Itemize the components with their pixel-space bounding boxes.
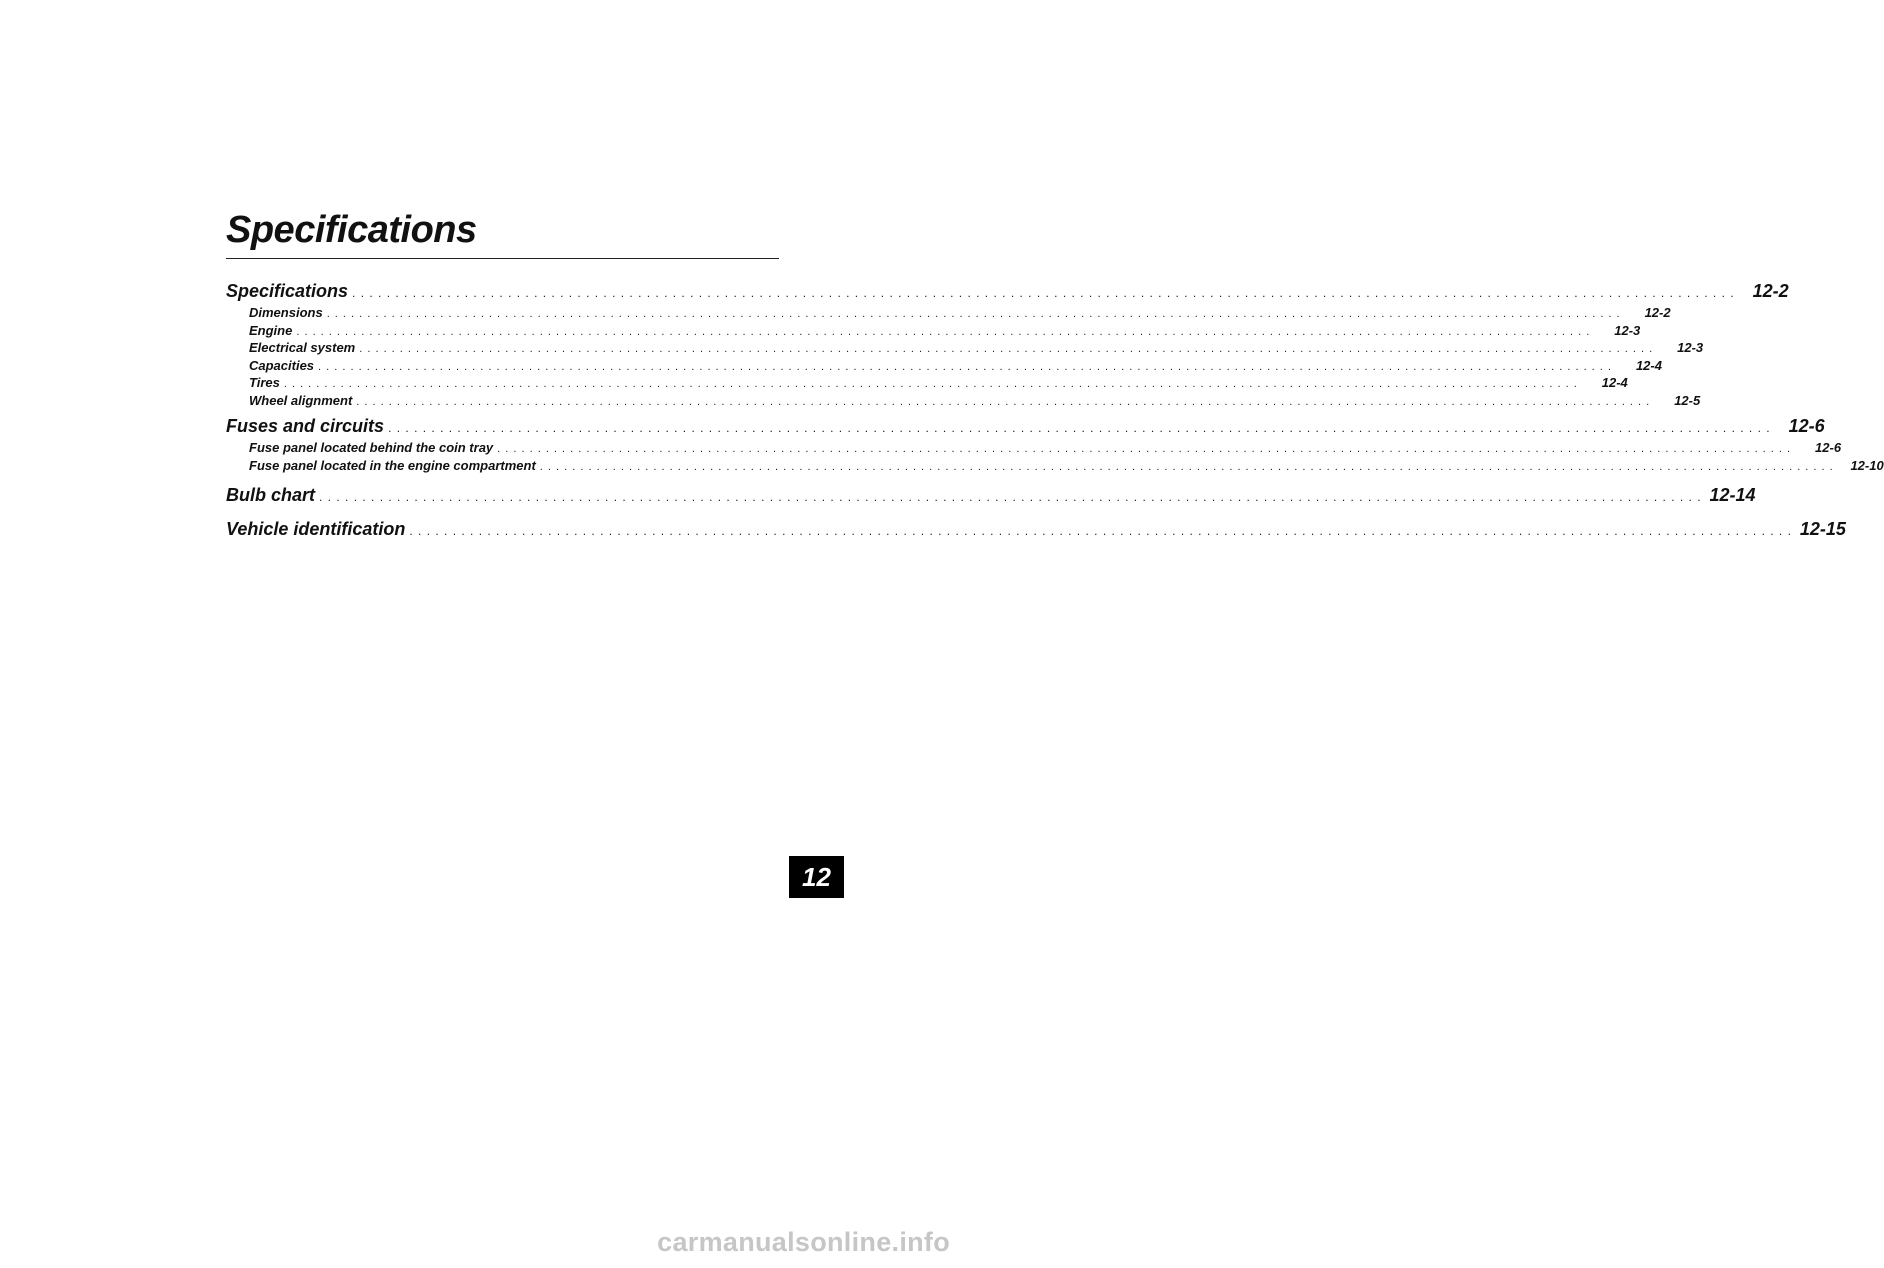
toc-entry-label: Electrical system — [249, 340, 356, 355]
toc-entry-page: 12-2 — [1752, 281, 1789, 301]
toc-entry-engine[interactable] — [226, 322, 1641, 340]
dot-leader: . . . . . . . . . . . . . . . . . . . . . . . . . . . . . . . . . . . . . . . . . . . . . . . . . . . . . . . . . . . . . . . . . . . . . . . . . . . . . . . . . . . . . . . . . . . . . . . . . . . . . . . . . . . . . . . . . . . . . . . . . . . . . . . . . . . . . . . . . . . . . . . . . . . . . . . . . . . . . . . . — [352, 286, 1735, 300]
toc-entry-fuse-panel-engine-compartment[interactable] — [226, 457, 1884, 475]
toc-entry-capacities[interactable] — [226, 357, 1662, 375]
toc-entry-page: 12-4 — [1635, 357, 1662, 373]
toc-entry-label: Wheel alignment — [249, 392, 353, 408]
dot-leader: . . . . . . . . . . . . . . . . . . . . . . . . . . . . . . . . . . . . . . . . . . . . . . . . . . . . . . . . . . . . . . . . . . . . . . . . . . . . . . . . . . . . . . . . . . . . . . . . . . . . . . . . . . . . . . . . . . . . . . . . . . . . . . . . . . . . . . . . . . . . . . . . . . . . . . . . . . . . . . . . — [319, 490, 1702, 504]
toc-entry-label: Engine — [249, 322, 293, 338]
table-of-contents — [226, 278, 1884, 542]
toc-entry-label: Vehicle identification — [226, 519, 406, 539]
toc-entry-page: 12-15 — [1799, 519, 1846, 539]
toc-entry-page: 12-14 — [1709, 485, 1756, 505]
toc-entry-tires[interactable] — [226, 374, 1628, 392]
toc-entry-label: Fuse panel located in the engine compartment — [249, 457, 536, 473]
toc-entry-page: 12-4 — [1601, 375, 1628, 390]
toc-entry-specifications[interactable] — [226, 278, 1789, 304]
toc-entry-page: 12-3 — [1677, 340, 1704, 355]
toc-entry-label: Fuse panel located behind the coin tray — [249, 440, 494, 455]
chapter-tab: 12 — [789, 856, 844, 898]
toc-entry-fuse-panel-coin-tray[interactable] — [226, 439, 1842, 457]
toc-entry-fuses-and-circuits[interactable] — [226, 413, 1825, 439]
dot-leader: . . . . . . . . . . . . . . . . . . . . . . . . . . . . . . . . . . . . . . . . . . . . . . . . . . . . . . . . . . . . . . . . . . . . . . . . . . . . . . . . . . . . . . . . . . . . . . . . . . . . . . . . . . . . . . . . . . . . . . . . . . . . . . . . . . . . . . . . . . . . . . . . . . . . . . . . . . . . . . . . — [359, 343, 1654, 355]
dot-leader: . . . . . . . . . . . . . . . . . . . . . . . . . . . . . . . . . . . . . . . . . . . . . . . . . . . . . . . . . . . . . . . . . . . . . . . . . . . . . . . . . . . . . . . . . . . . . . . . . . . . . . . . . . . . . . . . . . . . . . . . . . . . . . . . . . . . . . . . . . . . . . . . . . . . . . . . . . . . . . . . — [326, 308, 1621, 320]
dot-leader: . . . . . . . . . . . . . . . . . . . . . . . . . . . . . . . . . . . . . . . . . . . . . . . . . . . . . . . . . . . . . . . . . . . . . . . . . . . . . . . . . . . . . . . . . . . . . . . . . . . . . . . . . . . . . . . . . . . . . . . . . . . . . . . . . . . . . . . . . . . . . . . . . . . . . . . . . . . . . . . . — [388, 421, 1771, 435]
toc-entry-page: 12-3 — [1614, 322, 1641, 338]
title-divider — [226, 258, 779, 259]
toc-entry-wheel-alignment[interactable] — [226, 392, 1701, 410]
chapter-title: Specifications — [226, 209, 477, 251]
toc-entry-electrical-system[interactable] — [226, 339, 1704, 357]
watermark: carmanualsonline.info — [657, 1227, 950, 1257]
toc-entry-label: Capacities — [249, 357, 315, 373]
toc-entry-page: 12-2 — [1644, 305, 1671, 320]
toc-entry-page: 12-10 — [1850, 457, 1884, 473]
toc-entry-label: Bulb chart — [226, 485, 316, 505]
toc-entry-label: Dimensions — [249, 305, 323, 320]
dot-leader: . . . . . . . . . . . . . . . . . . . . . . . . . . . . . . . . . . . . . . . . . . . . . . . . . . . . . . . . . . . . . . . . . . . . . . . . . . . . . . . . . . . . . . . . . . . . . . . . . . . . . . . . . . . . . . . . . . . . . . . . . . . . . . . . . . . . . . . . . . . . . . . . . . . . . . . . . . . . . . . . — [539, 460, 1834, 473]
toc-entry-page: 12-6 — [1815, 440, 1842, 455]
dot-leader: . . . . . . . . . . . . . . . . . . . . . . . . . . . . . . . . . . . . . . . . . . . . . . . . . . . . . . . . . . . . . . . . . . . . . . . . . . . . . . . . . . . . . . . . . . . . . . . . . . . . . . . . . . . . . . . . . . . . . . . . . . . . . . . . . . . . . . . . . . . . . . . . . . . . . . . . . . . . . . . . — [409, 524, 1792, 538]
dot-leader: . . . . . . . . . . . . . . . . . . . . . . . . . . . . . . . . . . . . . . . . . . . . . . . . . . . . . . . . . . . . . . . . . . . . . . . . . . . . . . . . . . . . . . . . . . . . . . . . . . . . . . . . . . . . . . . . . . . . . . . . . . . . . . . . . . . . . . . . . . . . . . . . . . . . . . . . . . . . . . . . — [318, 360, 1612, 373]
toc-entry-page: 12-5 — [1674, 392, 1701, 408]
dot-leader: . . . . . . . . . . . . . . . . . . . . . . . . . . . . . . . . . . . . . . . . . . . . . . . . . . . . . . . . . . . . . . . . . . . . . . . . . . . . . . . . . . . . . . . . . . . . . . . . . . . . . . . . . . . . . . . . . . . . . . . . . . . . . . . . . . . . . . . . . . . . . . . . . . . . . . . . . . . . . . . . — [283, 378, 1578, 390]
toc-entry-label: Fuses and circuits — [226, 416, 385, 436]
toc-entry-dimensions[interactable] — [226, 304, 1671, 322]
dot-leader: . . . . . . . . . . . . . . . . . . . . . . . . . . . . . . . . . . . . . . . . . . . . . . . . . . . . . . . . . . . . . . . . . . . . . . . . . . . . . . . . . . . . . . . . . . . . . . . . . . . . . . . . . . . . . . . . . . . . . . . . . . . . . . . . . . . . . . . . . . . . . . . . . . . . . . . . . . . . . . . . — [296, 325, 1591, 338]
toc-entry-label: Tires — [249, 375, 280, 390]
dot-leader: . . . . . . . . . . . . . . . . . . . . . . . . . . . . . . . . . . . . . . . . . . . . . . . . . . . . . . . . . . . . . . . . . . . . . . . . . . . . . . . . . . . . . . . . . . . . . . . . . . . . . . . . . . . . . . . . . . . . . . . . . . . . . . . . . . . . . . . . . . . . . . . . . . . . . . . . . . . . . . . . — [356, 395, 1651, 408]
toc-entry-bulb-chart[interactable] — [226, 482, 1756, 508]
dot-leader: . . . . . . . . . . . . . . . . . . . . . . . . . . . . . . . . . . . . . . . . . . . . . . . . . . . . . . . . . . . . . . . . . . . . . . . . . . . . . . . . . . . . . . . . . . . . . . . . . . . . . . . . . . . . . . . . . . . . . . . . . . . . . . . . . . . . . . . . . . . . . . . . . . . . . . . . . . . . . . . . — [497, 443, 1792, 455]
toc-entry-label: Specifications — [226, 281, 349, 301]
toc-entry-vehicle-identification[interactable] — [226, 516, 1846, 542]
toc-entry-page: 12-6 — [1788, 416, 1825, 436]
